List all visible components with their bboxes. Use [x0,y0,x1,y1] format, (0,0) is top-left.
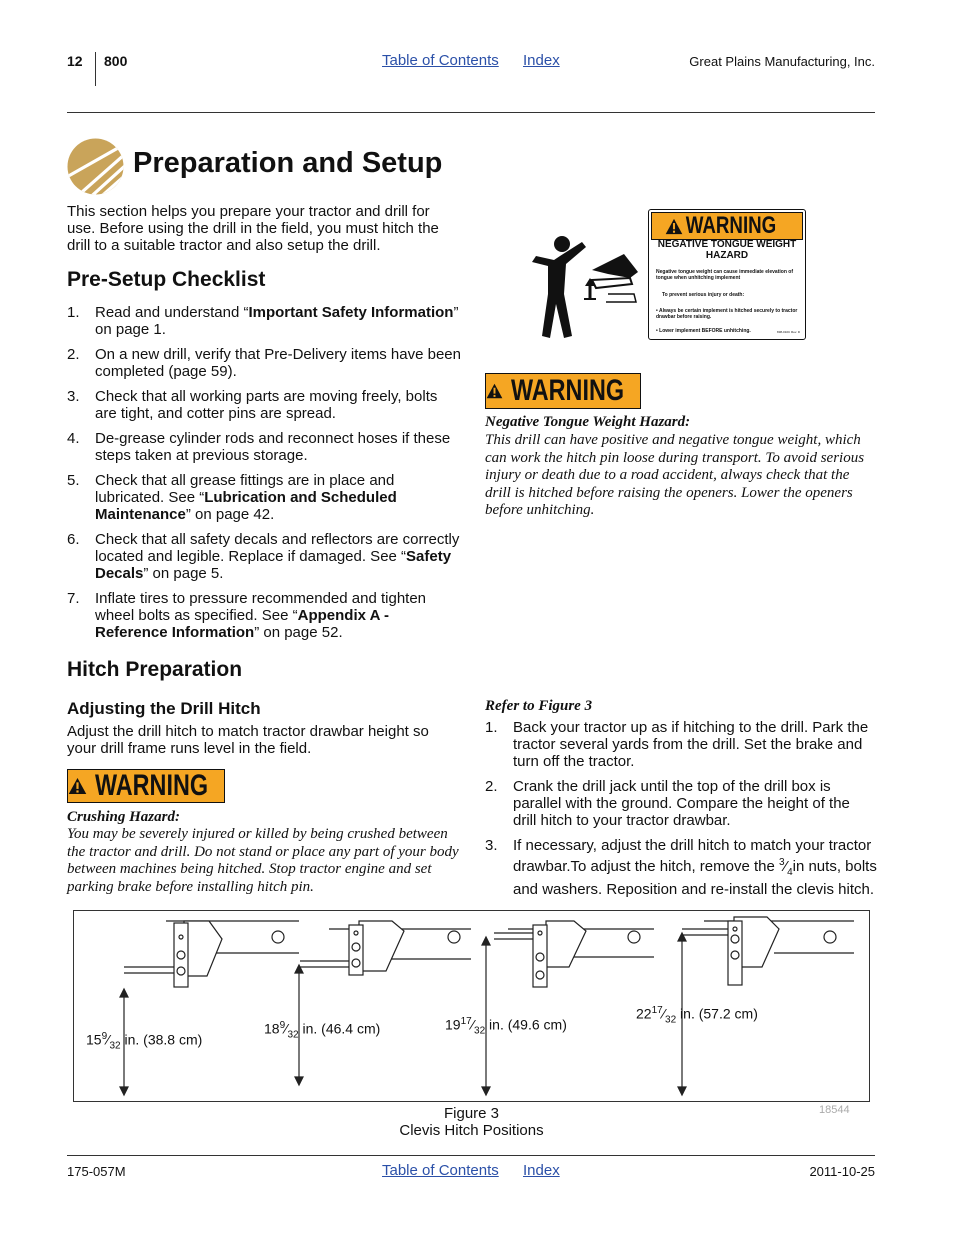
measurement-label: $19^{17}⁄_{32}$ in. (49.6 cm) [445,1016,567,1037]
list-item: 2. On a new drill, verify that Pre-Delivery items have been completed (page 59). [67,346,461,380]
decal-text: Negative tongue weight can cause immediate elevation of tongue when unhitching implement [656,269,793,281]
crushing-hazard-text: You may be severely injured or killed by being crushed between the tractor and drill. Do not stand or place any part of your body between machines being hitched. Stop tractor engine and set parking brake before installing hitch pin. [67,826,459,895]
list-item: 3. Check that all working parts are moving freely, bolts are tight, and cotter pins are spread. [67,388,438,422]
tongue-hazard-text: This drill can have positive and negative tongue weight, which can work the hitch pin loose during transport. To avoid serious injury or death due to a road accident, always check that the drill is hitched before raising the openers. Lower the openers before unhitching. [485,432,865,518]
toc-link-footer[interactable]: Table of Contents [382,1162,499,1179]
list-item: 1. Read and understand “Important Safety Information” on page 1. [67,304,459,338]
page-number: 12 [67,53,83,69]
decal-bullet: • Always be certain implement is hitched securely to tractor drawbar before raising. [656,308,798,320]
index-link-footer[interactable]: Index [523,1162,560,1179]
header-rule [67,112,875,113]
crushing-hazard-title: Crushing Hazard: [67,809,180,825]
header-divider [95,52,96,86]
figure-caption: Figure 3 Clevis Hitch Positions [399,1105,544,1139]
tongue-weight-decal [648,209,806,340]
list-item: 3. If necessary, adjust the drill hitch to match your tractor drawbar.To adjust the hitch, remove the $^3⁄_4in$ nuts, bolts and washers. Reposition and re-install the clevis hitch. [485,837,877,898]
hitch-subheading: Adjusting the Drill Hitch [67,699,261,718]
decal-warning-header: WARNING [651,212,803,240]
page-title: Preparation and Setup [133,147,443,179]
doc-number: 175-057M [67,1164,126,1179]
index-link-header[interactable]: Index [523,52,560,69]
crushing-warning-label [67,769,225,803]
list-item: 1. Back your tractor up as if hitching to the drill. Park the tractor several yards from the drill. Set the brake and turn off the tractor. [485,719,869,770]
list-item: 5. Check that all grease fittings are in place and lubricated. See “Lubrication and Scheduled Maintenance” on page 42. [67,472,397,523]
list-item: 4. De-grease cylinder rods and reconnect hoses if these steps taken at previous storage. [67,430,451,464]
refer-figure: Refer to Figure 3 [485,698,593,714]
stick-figure-tongue-illustration [526,232,644,344]
decal-part-number: 838-010C Rev. D [777,330,800,334]
toc-link-header[interactable]: Table of Contents [382,52,499,69]
decal-bullet: • Lower implement BEFORE unhitching. [656,328,751,334]
warning-word: WARNING [94,769,209,802]
list-item: 6. Check that all safety decals and reflectors are correctly located and legible. Replace if damaged. See “Safety Decals” on page 5. [67,531,460,582]
intro-text: This section helps you prepare your tractor and drill for use. Before using the drill in the field, you must hitch the drill to a suitable tractor and also setup the drill. [67,203,439,254]
measurement-label: $18^9⁄_{32}$ in. (46.4 cm) [264,1020,381,1041]
hitch-heading: Hitch Preparation [67,658,243,681]
warning-triangle-icon [68,774,87,798]
footer-rule [67,1155,875,1156]
doc-date: 2011-10-25 [809,1164,875,1179]
decal-heading: NEGATIVE TONGUE WEIGHT HAZARD [657,239,797,261]
measurement-label: $15^9⁄_{32}$ in. (38.8 cm) [86,1031,203,1052]
company-name: Great Plains Manufacturing, Inc. [689,54,875,69]
warning-triangle-icon [486,379,503,403]
hitch-text: Adjust the drill hitch to match tractor drawbar height so your drill frame runs level in the field. [67,723,429,757]
list-item: 2. Crank the drill jack until the top of the drill box is parallel with the ground. Compare the height of the drill hitch to your tractor drawbar. [485,778,850,829]
warning-triangle-icon [665,218,683,235]
hitch-steps [485,719,877,906]
clevis-hitch-figure [73,910,870,1102]
measurement-label: $22^{17}⁄_{32}$ in. (57.2 cm) [636,1005,758,1026]
checklist [67,304,461,649]
figure-number: 18544 [819,1104,850,1116]
tongue-hazard-title: Negative Tongue Weight Hazard: [485,414,691,430]
list-item: 7. Inflate tires to pressure recommended and tighten wheel bolts as specified. See “Appendix A - Reference Information” on page 52. [67,590,427,641]
checklist-heading: Pre-Setup Checklist [67,268,266,291]
tongue-warning-label [485,373,641,409]
model-number: 800 [104,53,128,69]
decal-subtext: To prevent serious injury or death: [662,292,745,298]
logo-icon [67,138,124,195]
warning-word: WARNING [510,374,625,407]
